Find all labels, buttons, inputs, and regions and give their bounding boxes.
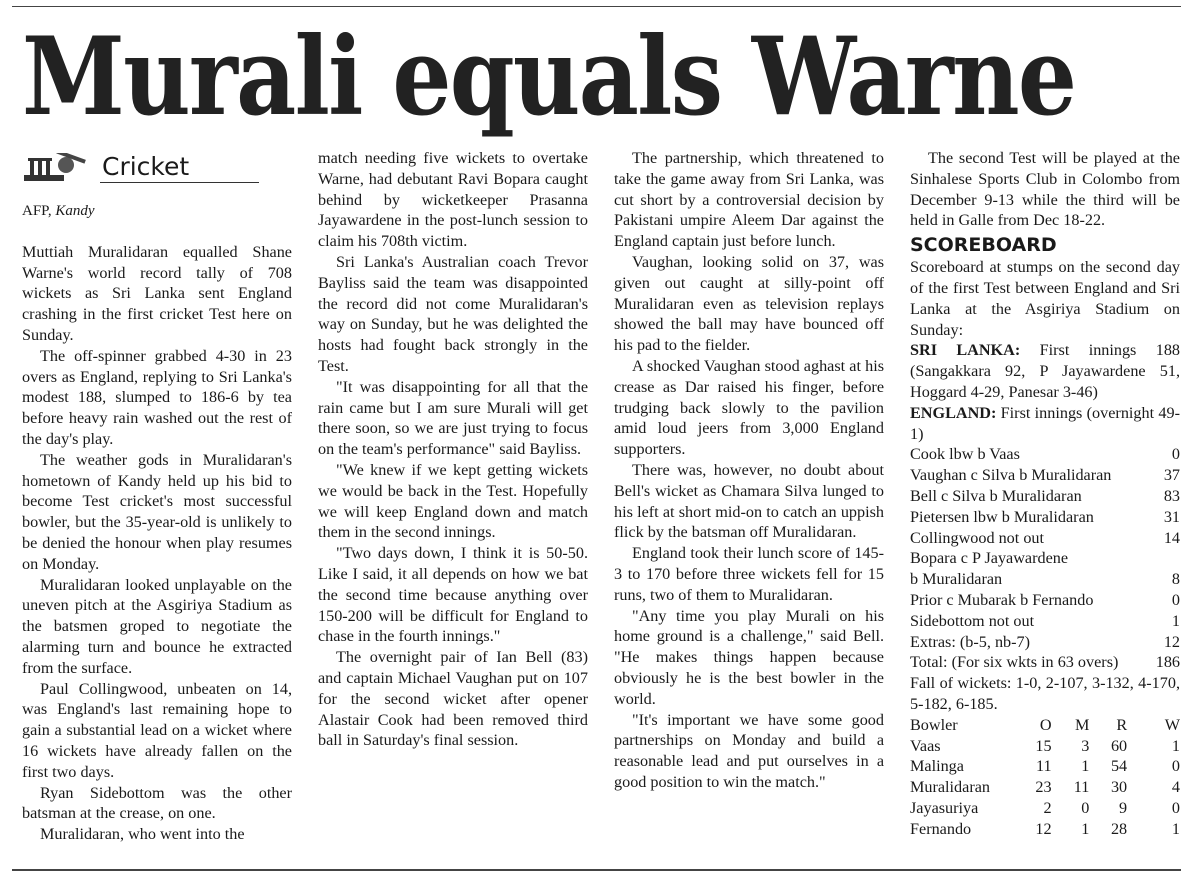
batting-row: [910, 548, 1180, 569]
batting-row: [910, 465, 1180, 486]
overs: 23: [1035, 778, 1052, 797]
batting-row: [910, 486, 1180, 507]
overs-header: O: [1039, 715, 1052, 734]
maidens: 3: [1081, 736, 1090, 755]
batting-row: [910, 507, 1180, 528]
batsman: Sidebottom not out: [910, 611, 1035, 630]
batsman: Bopara c P Jayawardene: [910, 549, 1069, 568]
extras-row: [910, 632, 1180, 653]
batsman: Collingwood not out: [910, 528, 1045, 547]
total-row: [910, 652, 1180, 673]
bowler-header: Bowler: [910, 715, 958, 734]
bowler: Muralidaran: [910, 778, 991, 797]
paragraph: A shocked Vaughan stood aghast at his crease as Dar raised his finger, before trudging back slowly to the pavilion amid loud jeers from 3,000 England supporters.: [614, 356, 884, 459]
runs-conceded: 28: [1110, 819, 1128, 838]
paragraph: "We knew if we kept getting wickets we would be back in the Test. Hopefully we will keep England down and match them in the second innings.: [318, 460, 588, 542]
batting-row: [910, 611, 1180, 632]
bowler: Vaas: [910, 736, 941, 755]
paragraph: The overnight pair of Ian Bell (83) and captain Michael Vaughan put on 107 for the second wicket after opener Alastair Cook had been removed third ball in Saturday's final session.: [318, 648, 588, 750]
runs: 37: [1163, 466, 1180, 485]
paragraph: Muralidaran, who went into the: [40, 825, 245, 844]
batsman: Cook lbw b Vaas: [910, 445, 1020, 464]
england-innings: [910, 403, 1180, 445]
batsman: Vaughan c Silva b Muralidaran: [910, 466, 1112, 485]
headline: Murali equals Warne: [22, 14, 1076, 140]
column-4: [910, 148, 1180, 868]
section-label: Cricket: [100, 152, 259, 183]
paragraph: "Any time you play Murali on his home ground is a challenge," said Bell. "He makes things happen because obviously he is the best bowler in the world.: [614, 606, 884, 708]
scoreboard-title: SCOREBOARD: [910, 234, 1057, 257]
batting-row: [910, 590, 1180, 611]
sri-lanka-text: First innings 188 (Sangakkara 92, P Jayawardene 51, Hoggard 4-29, Panesar 3-46): [910, 341, 1180, 401]
bowling-row: [910, 756, 1180, 777]
runs-conceded: 9: [1119, 798, 1128, 817]
top-rule: [12, 6, 1181, 7]
bowling-header-row: [910, 715, 1180, 736]
paragraph: The weather gods in Muralidaran's hometown of Kandy held up his bid to become Test cricket's most successful bowler, but the 35-year-old is unlikely to be denied the honour when play resumes on Monday.: [22, 450, 292, 573]
overs: 2: [1043, 798, 1052, 817]
section-header: [22, 152, 292, 183]
bowling-row: [910, 777, 1180, 798]
cricket-stumps-icon: [22, 153, 94, 183]
total-runs: 186: [1155, 653, 1180, 672]
paragraph: "It was disappointing for all that the rain came but I am sure Murali will get there soon, so we are just trying to focus on the team's performance" said Bayliss.: [318, 377, 588, 459]
runs: 0: [1171, 445, 1180, 464]
runs: 0: [1171, 590, 1180, 609]
paragraph: The partnership, which threatened to take the game away from Sri Lanka, was cut short by a controversial decision by Pakistani umpire Aleem Dar against the England captain just before lunch.: [614, 149, 884, 251]
maidens: 11: [1073, 778, 1090, 797]
paragraph: Ryan Sidebottom was the other batsman at the crease, on one.: [22, 783, 292, 823]
bowling-row: [910, 819, 1180, 840]
extras-runs: 12: [1163, 632, 1180, 651]
runs: 8: [1171, 570, 1180, 589]
bowling-row: [910, 798, 1180, 819]
column-3: [614, 148, 884, 868]
batting-scorecard: [910, 444, 1180, 673]
runs-conceded: 30: [1110, 778, 1128, 797]
byline-agency: AFP: [22, 203, 48, 219]
paragraph: Muralidaran looked unplayable on the uneven pitch at the Asgiriya Stadium as the batsmen groped to negotiate the alarming turn and bounce he extracted from the surface.: [22, 575, 292, 677]
scoreboard-intro: Scoreboard at stumps on the second day of the first Test between England and Sri Lanka at the Asgiriya Stadium on Sunday:: [910, 258, 1180, 339]
fall-of-wickets: Fall of wickets: 1-0, 2-107, 3-132, 4-170, 5-182, 6-185.: [910, 674, 1180, 713]
sri-lanka-innings: [910, 340, 1180, 402]
wickets: 1: [1171, 819, 1180, 838]
sri-lanka-label: SRI LANKA:: [910, 341, 1021, 360]
overs: 11: [1036, 757, 1052, 776]
bowling-row: [910, 736, 1180, 757]
paragraph: The second Test will be played at the Sinhalese Sports Club in Colombo from December 9-13 while the third will be held in Galle from Dec 18-22.: [910, 149, 1180, 230]
runs: 14: [1163, 528, 1180, 547]
paragraph: Muttiah Muralidaran equalled Shane Warne's world record tally of 708 wickets as Sri Lanka sent England crashing in the first cricket Test here on Sunday.: [22, 242, 292, 344]
runs-conceded: 60: [1110, 736, 1128, 755]
paragraph: Vaughan, looking solid on 37, was given out caught at silly-point off Muralidaran even as television replays showed the ball may have bounced off his pad to the fielder.: [614, 252, 884, 355]
paragraph: "Two days down, I think it is 50-50. Like I said, it all depends on how we bat the second time because anything over 150-200 will be difficult for England to chase in the fourth innings.": [318, 544, 588, 646]
paragraph: The off-spinner grabbed 4-30 in 23 overs as England, replying to Sri Lanka's modest 188, slumped to 186-6 by tea before heavy rain washed out the rest of the day's play.: [22, 346, 292, 448]
bowler: Malinga: [910, 757, 964, 776]
england-label: ENGLAND:: [910, 403, 997, 422]
wickets: 0: [1171, 798, 1180, 817]
paragraph: match needing five wickets to overtake Warne, had debutant Ravi Bopara caught behind by wicketkeeper Prasanna Jayawardene in the post-lunch session to claim his 708th victim.: [318, 149, 588, 251]
bottom-rule: [12, 869, 1181, 871]
maidens: 0: [1081, 798, 1090, 817]
runs-header: R: [1116, 715, 1128, 734]
maidens: 1: [1081, 819, 1090, 838]
batsman: b Muralidaran: [910, 570, 1003, 589]
england-text: First innings (overnight 49-1): [910, 403, 1180, 443]
bowling-scorecard: [910, 715, 1180, 840]
batting-row: [910, 444, 1180, 465]
batsman: Bell c Silva b Muralidaran: [910, 486, 1082, 505]
runs: 83: [1163, 486, 1180, 505]
byline: AFP, Kandy: [22, 203, 95, 219]
maidens: 1: [1081, 757, 1090, 776]
paragraph: Paul Collingwood, unbeaten on 14, was England's last remaining hope to gain a substantial lead on a wicket where 16 wickets have already fallen on the first two days.: [22, 679, 292, 781]
wickets: 0: [1171, 757, 1180, 776]
paragraph: England took their lunch score of 145-3 to 170 before three wickets fell for 15 runs, two of them to Muralidaran.: [614, 544, 884, 604]
batting-row: [910, 569, 1180, 590]
overs: 15: [1035, 736, 1052, 755]
runs-conceded: 54: [1110, 757, 1128, 776]
paragraph: Sri Lanka's Australian coach Trevor Bayliss said the team was disappointed the record did not come Muralidaran's way on Sunday, but he was delighted the hosts had fought back strongly in the Test.: [318, 252, 588, 375]
article-body: [22, 148, 1184, 868]
batsman: Pietersen lbw b Muralidaran: [910, 507, 1094, 526]
wickets: 4: [1171, 778, 1180, 797]
paragraph: There was, however, no doubt about Bell's wicket as Chamara Silva lunged to his left at short mid-on to catch an uppish flick by the batsman off Muralidaran.: [614, 460, 884, 542]
column-1: [22, 148, 292, 868]
paragraph: "It's important we have some good partnerships on Monday and build a reasonable lead and put ourselves in a good position to win the match.": [614, 710, 884, 791]
runs: 31: [1163, 507, 1180, 526]
runs: 1: [1171, 611, 1180, 630]
extras-label: Extras: (b-5, nb-7): [910, 632, 1031, 651]
maidens-header: M: [1074, 715, 1090, 734]
column-2: [318, 148, 588, 868]
byline-place: Kandy: [55, 203, 95, 219]
bowler: Fernando: [910, 819, 972, 838]
overs: 12: [1035, 819, 1052, 838]
batsman: Prior c Mubarak b Fernando: [910, 590, 1094, 609]
batting-row: [910, 528, 1180, 549]
wickets: 1: [1171, 736, 1180, 755]
wickets-header: W: [1164, 715, 1180, 734]
total-label: Total: (For six wkts in 63 overs): [910, 653, 1119, 672]
bowler: Jayasuriya: [910, 798, 979, 817]
